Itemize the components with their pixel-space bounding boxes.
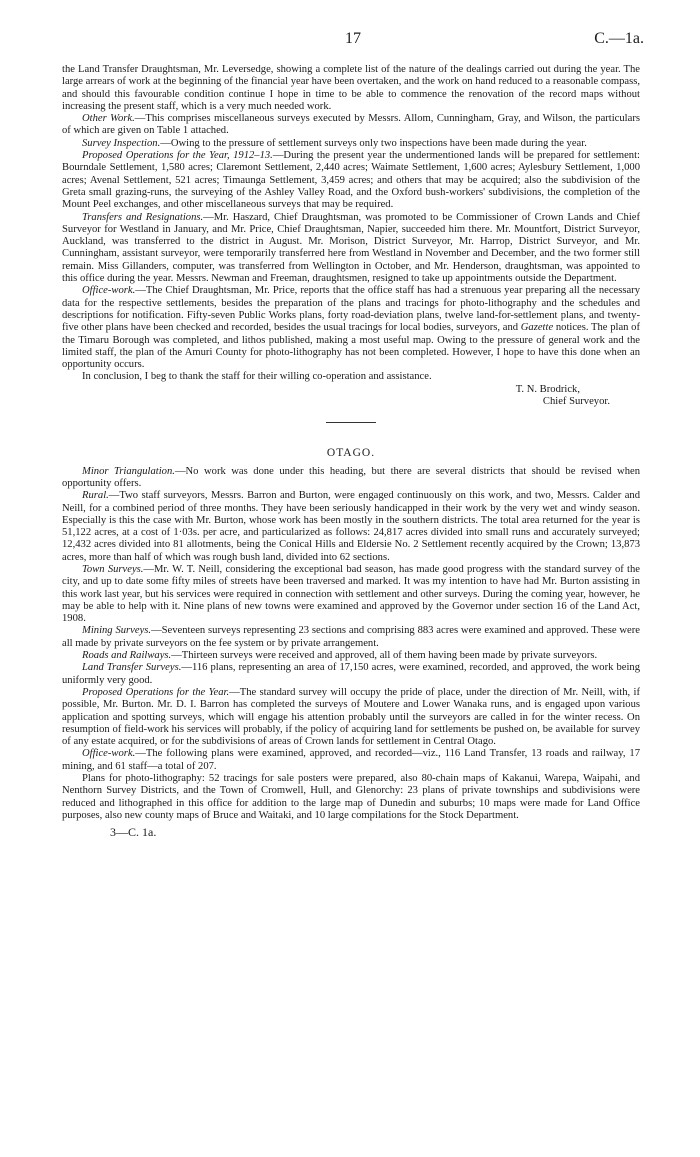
paragraph-intro [62,64,640,113]
text-roads-railways: —Thirteen surveys were received and approved, all of them having been made by private surveyors. [171,650,598,662]
heading-transfers: Transfers and Resignations. [82,211,204,223]
text-photo-lithography: Plans for photo-lithography: 52 tracings for sale posters were prepared, also 80-chain maps of Kakanui, Warepa, Waipahi, and Nenthorn Survey Districts, and the Town of Cromwell, Hull, and Glenorchy: 23 plans of private townships and subdivisions were reduced and lithographed in this office for addition to the large map of Dunedin and suburbs; 10 maps were made for Land Office purposes, also new county maps of Bruce and Waitaki, and 10 large compilations for the Stock Department. [62,773,640,821]
intro-text: the Land Transfer Draughtsman, Mr. Leversedge, showing a complete list of the nature of the dealings carried out during the year. The large arrears of work at the beginning of the financial year have been overtaken, and the work on hand reduced to a reasonable compass, and should this favourable condition continue I hope in time to be able to commence the renovation of the record maps without increasing the present staff, which is a very much needed work. [62,64,640,112]
paragraph-minor-triangulation [62,466,640,491]
heading-rural: Rural. [82,490,109,502]
page-header [62,30,644,52]
section-divider [326,422,376,423]
paragraph-proposed-operations-canterbury [62,150,640,211]
signature-name: T. N. Brodrick, [515,383,580,395]
signature-block [62,384,640,409]
paragraph-conclusion [62,371,640,383]
text-proposed-operations-canterbury: —During the present year the undermentioned lands will be prepared for settlement: Bourndale Settlement, 1,580 acres; Claremont Settlement, 2,440 acres; Waimate Settlement, 1,600 acres; Aylesbury Settlement, 1,000 acres; Avenal Settlement, 521 acres; Timaunga Settlement, 3,459 acres; and others that may be acquired; also the subdivision of the Greta small grazing-runs, the surveying of the Ashley Valley Road, and the Oxford bush-workers' subdivisions, the completion of the Mount Peel exchanges, and other miscellaneous surveys that may be required. [62,150,640,211]
page-number: 17 [345,30,361,47]
text-office-work-canterbury-a: —The Chief Draughtsman, Mr. Price, reports that the office staff has had a strenuous year preparing all the necessary data for the respective settlements, besides the preparation of the plans and tracings for photo-lithography and the schedules and descriptions for notification. Fifty-seven Public Works plans, forty road-deviation plans, twelve land-for-settlement plans, and twenty-five other plans have been checked and recorded, besides the usual tracings for local bodies, surveyors, and [62,285,640,334]
text-other-work: —This comprises miscellaneous surveys executed by Messrs. Allom, Cunningham, Gray, and Wilson, the particulars of which are given on Table 1 attached. [62,113,640,137]
document-reference: C.—1a. [594,30,644,47]
text-transfers: —Mr. Haszard, Chief Draughtsman, was promoted to be Commissioner of Crown Lands and Chief Surveyor for Westland in January, and Mr. Price, Chief Draughtsman, Napier, succeeded him there. Mr. Mountfort, District Surveyor, Auckland, was transferred to the district in August. Mr. Morison, District Surveyor, Mr. Harrop, District Surveyor, and Mr. Cunningham, assistant surveyor, were temporarily transferred here from Westland in November and December, and the two former still remain. Miss Gillanders, computer, was transferred from Wellington in October, and Mr. Henderson, draughtsman, was appointed to this office during the year. Messrs. Newman and Freeman, draughtsmen, resigned to take up appointments outside the Department. [62,211,640,285]
text-minor-triangulation: —No work was done under this heading, but there are several districts that should be revised when opportunity offers. [62,465,640,489]
paragraph-land-transfer [62,662,640,687]
heading-land-transfer: Land Transfer Surveys. [82,662,182,674]
paragraph-office-work-canterbury [62,285,640,371]
text-mining-surveys: —Seventeen surveys representing 23 sections and comprising 883 acres were examined and approved. These were all made by private surveyors on the fee system or by private arrangement. [62,625,640,649]
paragraph-rural [62,490,640,564]
section-title-otago: OTAGO. [326,447,376,460]
paragraph-office-work-otago [62,748,640,773]
heading-minor-triangulation: Minor Triangulation. [82,465,175,477]
paragraph-survey-inspection [62,138,640,150]
text-office-work-canterbury-b: notices. The plan of the Timaru Borough was completed, and lithos published, making a most useful map. Owing to the pressure of general work and the limited staff, the plan of the Amuri County for photo-lithography has not been completed. However, I hope to have this done when an opportunity occurs. [62,322,640,371]
conclusion-text: In conclusion, I beg to thank the staff for their willing co-operation and assistance. [82,371,432,383]
paragraph-roads-railways [62,650,640,662]
signature-title: Chief Surveyor. [542,396,610,408]
heading-office-work-canterbury: Office-work. [82,285,136,297]
paragraph-photo-lithography [62,773,640,822]
paragraph-other-work [62,113,640,138]
text-rural: —Two staff surveyors, Messrs. Barron and Burton, were engaged continuously on this work, and two, Messrs. Calder and Neill, for a combined period of three months. They have been seriously handicapped in their work by the very wet and windy season. Especially is this the case with Mr. Burton, whose work has been mostly in the southern districts. The total area returned for the year is 51,122 acres, at a cost of 1·03s. per acre, and particularized as follows: 24,817 acres divided into small runs and accurately surveyed; 12,432 acres divided into 81 allotments, being the Conical Hills and Eldersie No. 2 Settlement recently acquired by the Crown; 13,873 acres, more than half of which was rough bush land, divided into 62 sections. [62,490,640,563]
text-proposed-operations-otago: —The standard survey will occupy the pride of place, under the direction of Mr. Neill, with, if possible, Mr. Burton. Mr. D. I. Barron has completed the surveys of Moutere and Lower Wanaka runs, and is engaged upon various application and spotting surveys, which will engage his attention probably until the surveyors are called in for the winter recess. On resumption of field-work his services will probably, if the policy of acquiring land for settlements be pushed on, be available for survey of any estate acquired, or for the subdivisions of areas of Crown lands for settlement in Central Otago. [62,686,640,748]
heading-roads-railways: Roads and Railways. [82,650,172,662]
text-town-surveys: —Mr. W. T. Neill, considering the exceptional bad season, has made good progress with the standard survey of the city, and up to date some fifty miles of streets have been traversed and marked. It was my intention to have had Mr. Burton assisting in this work last year, but his services were required in connection with settlement and other surveys. During the coming year, however, he may be able to help with it. Nine plans of new towns were examined and approved by the Governor under section 16 of the Land Act, 1908. [62,563,640,625]
paragraph-proposed-operations-otago [62,687,640,748]
heading-proposed-operations-canterbury: Proposed Operations for the Year, 1912–13. [82,150,273,162]
heading-office-work-otago: Office-work. [82,748,136,760]
heading-town-surveys: Town Surveys. [82,563,144,575]
paragraph-mining-surveys [62,625,640,650]
heading-mining-surveys: Mining Surveys. [82,625,152,637]
gazette-word: Gazette [520,322,554,334]
paragraph-town-surveys [62,564,640,625]
paragraph-transfers [62,212,640,286]
signature-mark: 3—C. 1a. [110,825,157,840]
document-body [62,64,640,839]
heading-survey-inspection: Survey Inspection. [82,137,161,149]
text-office-work-otago: —The following plans were examined, approved, and recorded—viz., 116 Land Transfer, 13 roads and railway, 17 mining, and 61 staff—a total of 207. [62,748,640,772]
text-survey-inspection: —Owing to the pressure of settlement surveys only two inspections have been made during the year. [160,137,587,149]
heading-proposed-operations-otago: Proposed Operations for the Year. [82,686,230,698]
text-land-transfer: —116 plans, representing an area of 17,150 acres, were examined, recorded, and approved, the work being uniformly very good. [62,662,640,686]
heading-other-work: Other Work. [82,113,135,125]
